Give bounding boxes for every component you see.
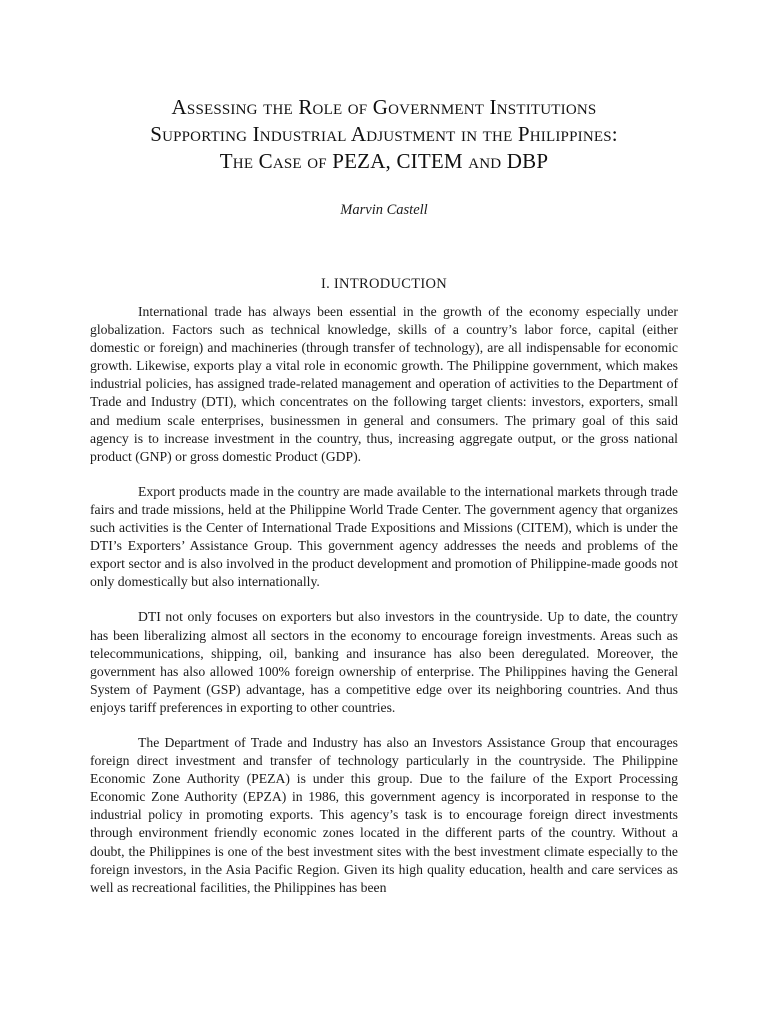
section-heading: I. INTRODUCTION	[320, 276, 448, 292]
paragraph-4: The Department of Trade and Industry has also an Investors Assistance Group that encourages foreign direct investment and transfer of technology particularly in the countryside. The Philippine Economic Zone Authority (PEZA) is under this group. Due to the failure of the Export Processing Economic Zone Authority (EPZA) in 1986, this government agency is incorporated in response to the industrial policy in promoting exports. This agency’s task is to encourage foreign direct investments through environment friendly economic zones located in the different parts of the country. Without a doubt, the Philippines is one of the best investment sites with the best investment climate especially to the foreign investors, in the Asia Pacific Region. Given its high quality education, health and care services as well as recreational facilities, the Philippines has been	[90, 734, 678, 895]
body-text	[90, 303, 678, 914]
paragraph-3: DTI not only focuses on exporters but also investors in the countryside. Up to date, the country has been liberalizing almost all sectors in the economy to encourage foreign investments. Areas such as telecommunications, shipping, oil, banking and insurance has also been deregulated. Moreover, the government has also allowed 100% foreign ownership of enterprise. The Philippines having the General System of Payment (GSP) advantage, has a competitive edge over its neighboring countries. And thus enjoys tariff preferences in exporting to other countries.	[90, 609, 678, 715]
paragraph-1: International trade has always been essential in the growth of the economy especially under globalization. Factors such as technical knowledge, skills of a country’s labor force, capital (either domestic or foreign) and machineries (through transfer of technology), are all indispensable for economic growth. Likewise, exports play a vital role in economic growth. The Philippine government, which makes industrial policies, has assigned trade-related management and operation of activities to the Department of Trade and Industry (DTI), which concentrates on the following target clients: investors, exporters, small and medium scale enterprises, businessmen in general and consumers. The primary goal of this said agency is to increase investment in the country, thus, increasing aggregate output, or the gross national product (GNP) or gross domestic Product (GDP).	[90, 304, 678, 464]
paragraph-2: Export products made in the country are made available to the international markets through trade fairs and trade missions, held at the Philippine World Trade Center. The government agency that organizes such activities is the Center of International Trade Expositions and Missions (CITEM), which is under the DTI’s Exporters’ Assistance Group. This government agency addresses the needs and problems of the export sector and is also involved in the product development and promotion of Philippine-made goods not only domestically but also internationally.	[90, 483, 678, 590]
title-line-2: Supporting Industrial Adjustment in the Philippines:	[150, 122, 618, 146]
paper-title	[60, 94, 708, 175]
author-name: Marvin Castell	[340, 202, 428, 218]
title-line-1: Assessing the Role of Government Institutions	[171, 95, 597, 119]
title-line-3: The Case of PEZA, CITEM and DBP	[219, 149, 549, 173]
